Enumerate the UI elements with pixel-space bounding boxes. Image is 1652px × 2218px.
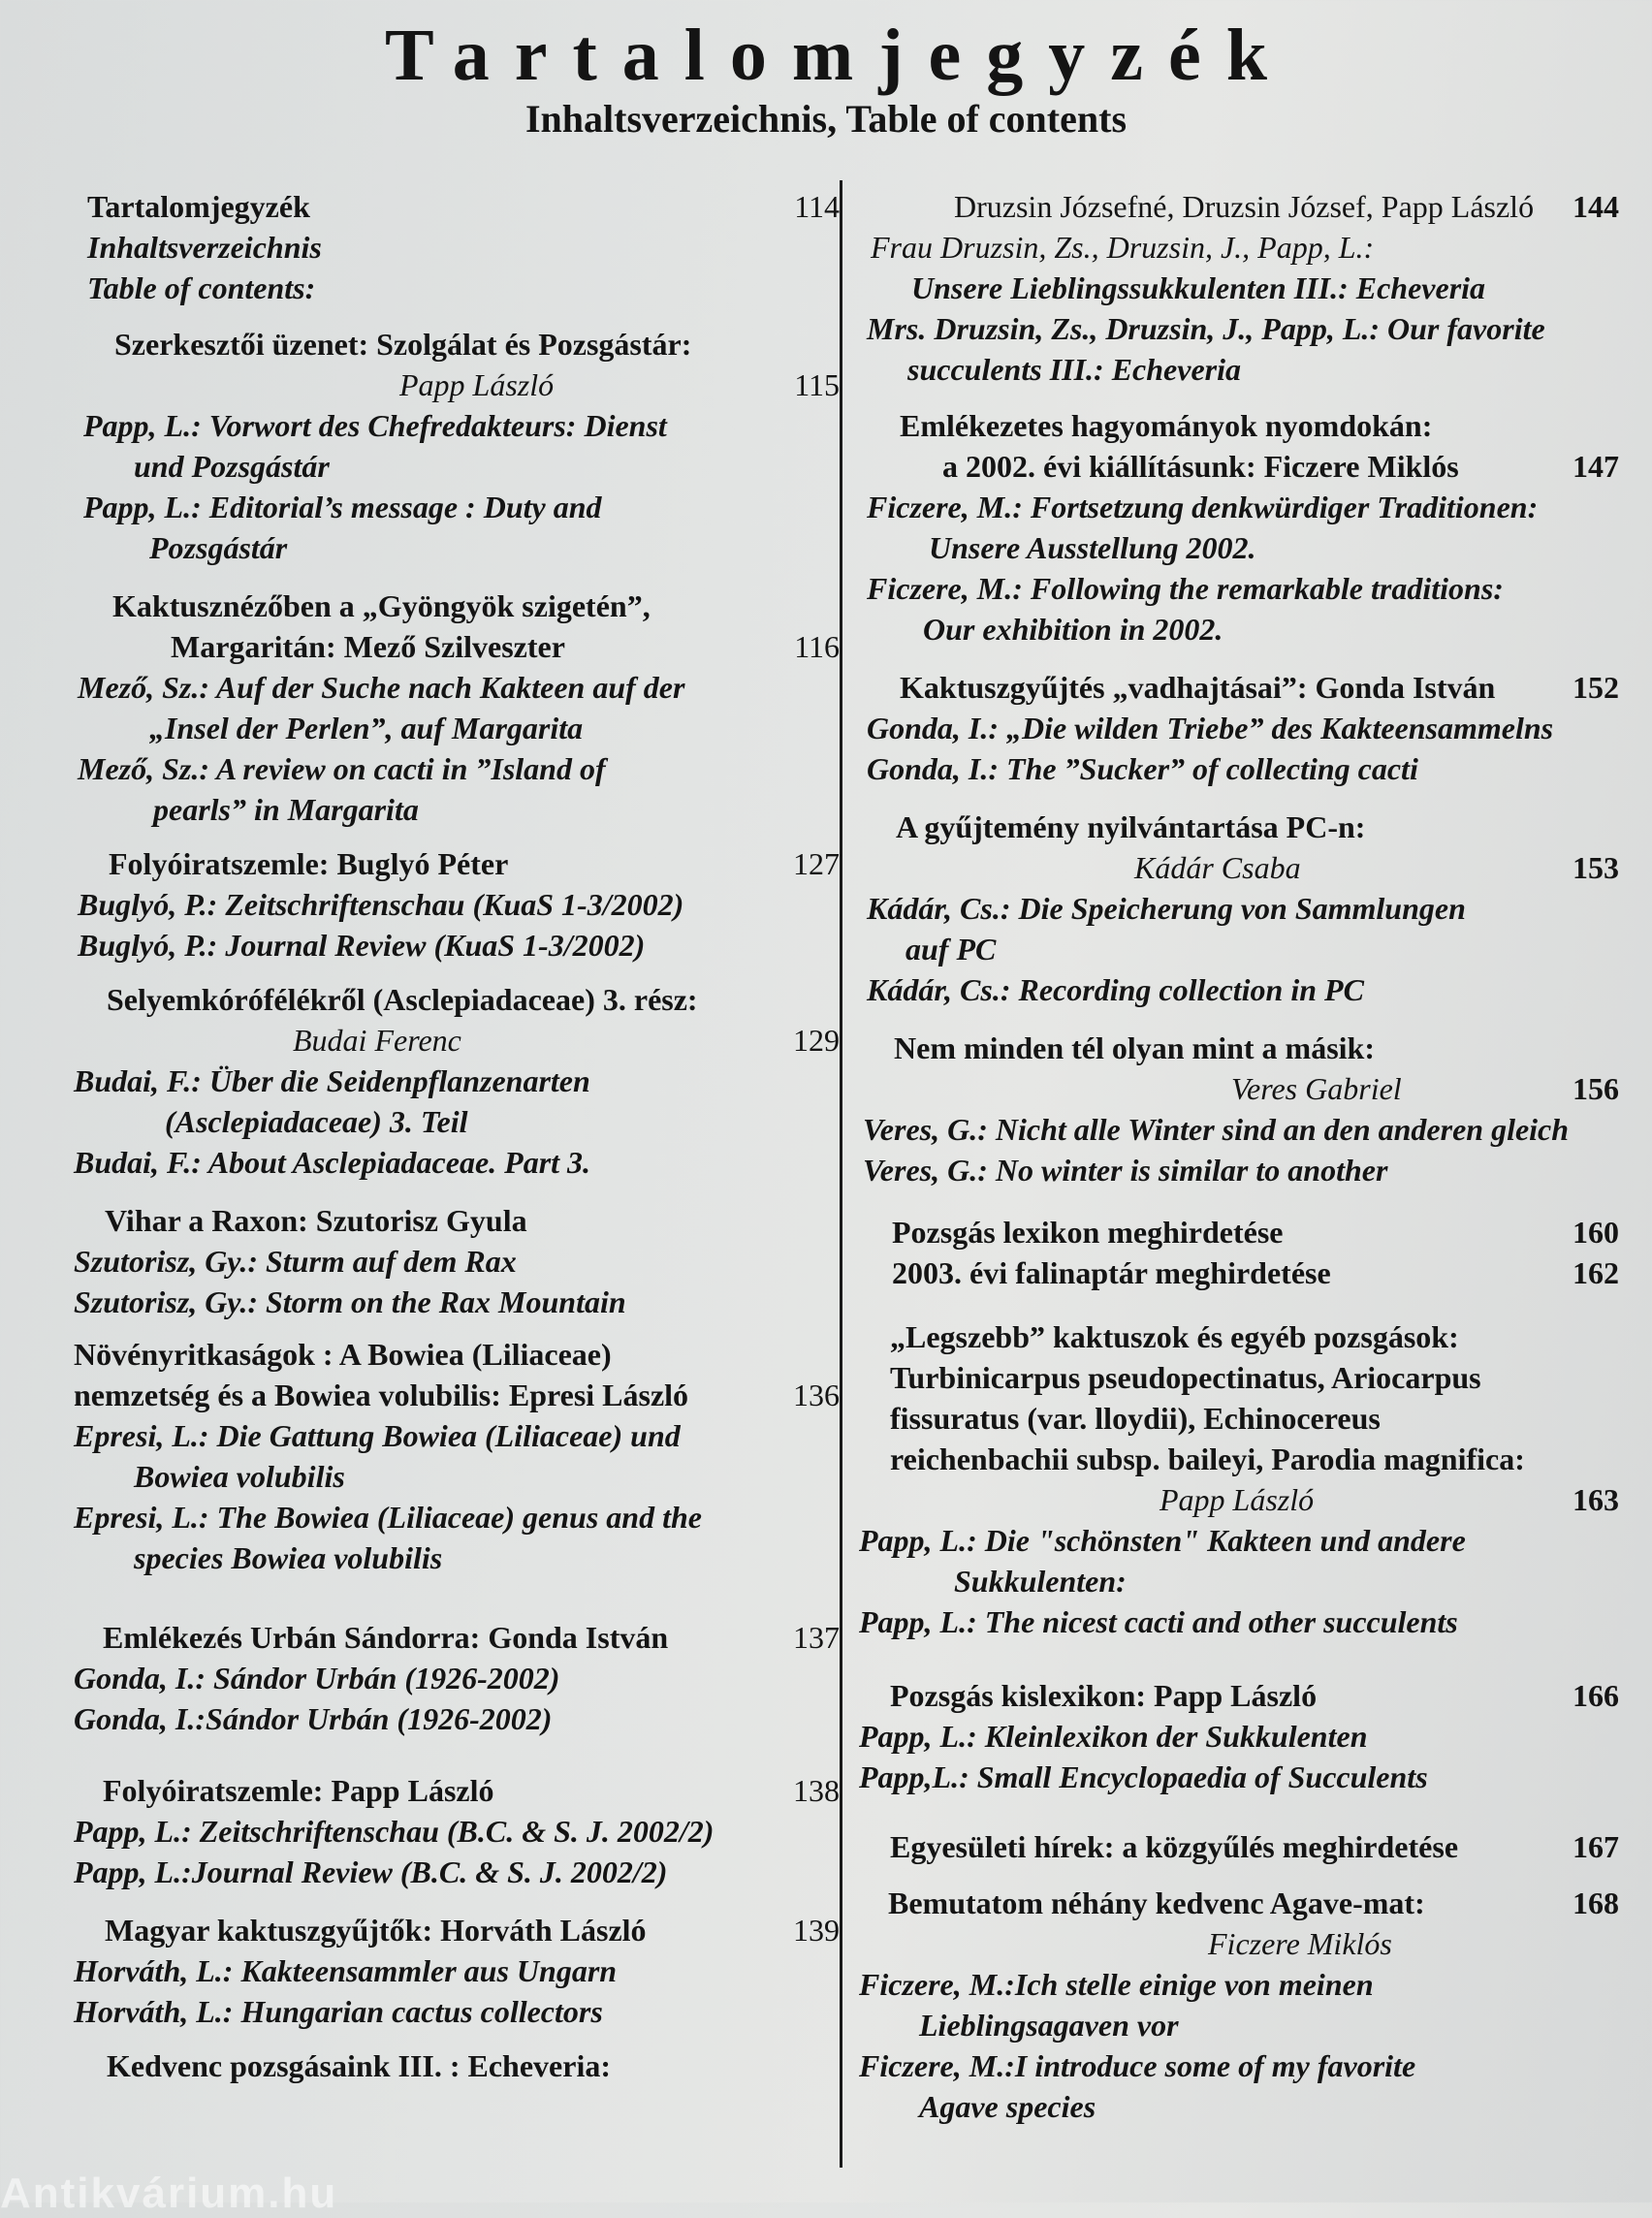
toc-entry-line: Buglyó, P.: Zeitschriftenschau (KuaS 1-3/2002) xyxy=(78,887,684,922)
toc-entry-line: Margaritán: Mező Szilveszter xyxy=(171,629,565,664)
toc-entry-title: Növényritkaságok : A Bowiea (Liliaceae) xyxy=(74,1337,612,1372)
toc-entry-line: Table of contents: xyxy=(87,270,316,305)
toc-entry-line: Unsere Ausstellung 2002. xyxy=(929,530,1256,565)
page-subtitle: Inhaltsverzeichnis, Table of contents xyxy=(524,97,1128,141)
toc-right-column xyxy=(853,186,1619,2127)
toc-entry-title: Kaktuszgyűjtés „vadhajtásai”: Gonda István xyxy=(900,670,1496,705)
toc-entry-line: Budai Ferenc xyxy=(293,1023,461,1058)
toc-entry-line: Epresi, L.: Die Gattung Bowiea (Liliaceae) und xyxy=(74,1418,681,1453)
toc-entry-line: Bowiea volubilis xyxy=(134,1459,345,1494)
toc-entry-line: a 2002. évi kiállításunk: Ficzere Miklós xyxy=(942,449,1459,484)
toc-entry-title: Magyar kaktuszgyűjtők: Horváth László xyxy=(105,1913,647,1948)
toc-page-number: 138 xyxy=(793,1773,840,1808)
toc-entry-line: Ficzere, M.:I introduce some of my favorite xyxy=(859,2048,1416,2083)
toc-entry-line: pearls” in Margarita xyxy=(153,792,419,827)
toc-entry-line: Szutorisz, Gy.: Storm on the Rax Mountain xyxy=(74,1284,626,1319)
toc-entry-line: Papp,L.: Small Encyclopaedia of Succulents xyxy=(859,1759,1428,1794)
toc-entry-line: Ficzere, M.:Ich stelle einige von meinen xyxy=(859,1967,1374,2002)
toc-page-number: 136 xyxy=(793,1378,840,1412)
toc-page-number: 153 xyxy=(1573,850,1619,885)
toc-entry-line: auf PC xyxy=(905,932,997,966)
toc-entry-line: nemzetség és a Bowiea volubilis: Epresi László xyxy=(74,1378,689,1412)
toc-entry-line: Gonda, I.: Sándor Urbán (1926-2002) xyxy=(74,1661,560,1695)
toc-entry xyxy=(74,1334,840,1578)
toc-entry xyxy=(853,1252,1619,1293)
toc-page-number: 156 xyxy=(1573,1071,1619,1106)
toc-entry-title: Folyóiratszemle: Buglyó Péter xyxy=(109,846,509,881)
toc-entry xyxy=(74,186,840,308)
toc-entry xyxy=(74,1617,840,1739)
toc-entry-line: und Pozsgástár xyxy=(134,449,330,484)
toc-entry-line: succulents III.: Echeveria xyxy=(907,352,1241,387)
toc-entry xyxy=(74,324,840,568)
toc-page-number: 160 xyxy=(1573,1215,1619,1250)
toc-page-number: 168 xyxy=(1573,1885,1619,1920)
toc-entry-line: Kádár Csaba xyxy=(1134,850,1301,885)
toc-entry-title: Folyóiratszemle: Papp László xyxy=(103,1773,494,1808)
toc-entry-line: Buglyó, P.: Journal Review (KuaS 1-3/2002) xyxy=(78,928,646,963)
toc-entry xyxy=(74,1910,840,2032)
toc-entry-line: Pozsgástár xyxy=(149,530,288,565)
toc-entry xyxy=(74,843,840,966)
toc-entry-line: Our exhibition in 2002. xyxy=(923,612,1223,647)
toc-page-number: 167 xyxy=(1573,1829,1619,1864)
toc-entry-title: Pozsgás kislexikon: Papp László xyxy=(890,1678,1318,1713)
toc-entry xyxy=(74,2045,840,2086)
toc-entry-title: Emlékezetes hagyományok nyomdokán: xyxy=(900,408,1433,443)
toc-entry xyxy=(853,405,1619,650)
toc-entry-title: Szerkesztői üzenet: Szolgálat és Pozsgástár: xyxy=(114,327,692,362)
toc-entry xyxy=(74,1200,840,1322)
toc-page-number: 147 xyxy=(1573,449,1619,484)
toc-entry xyxy=(74,979,840,1183)
toc-entry-line: Veres, G.: Nicht alle Winter sind an den anderen gleich xyxy=(863,1112,1570,1147)
toc-entry xyxy=(853,1675,1619,1797)
toc-page-number: 144 xyxy=(1573,189,1619,224)
toc-entry-line: Ficzere, M.: Fortsetzung denkwürdiger Traditionen: xyxy=(867,490,1539,524)
toc-entry xyxy=(853,186,1619,390)
toc-page-number: 139 xyxy=(793,1913,840,1948)
toc-entry-line: Ficzere, M.: Following the remarkable traditions: xyxy=(867,571,1504,606)
toc-entry-line: Gonda, I.: „Die wilden Triebe” des Kakteensammelns xyxy=(867,711,1554,745)
toc-entry xyxy=(853,1883,1619,2127)
toc-entry-line: Ficzere Miklós xyxy=(1208,1926,1392,1961)
toc-entry-line: Papp, L.: Kleinlexikon der Sukkulenten xyxy=(859,1719,1368,1754)
toc-page-number: 114 xyxy=(794,189,840,224)
toc-entry-line: Gonda, I.: The ”Sucker” of collecting cacti xyxy=(867,751,1418,786)
toc-entry-line: Horváth, L.: Kakteensammler aus Ungarn xyxy=(74,1953,618,1988)
toc-entry-line: Unsere Lieblingssukkulenten III.: Echeveria xyxy=(911,270,1486,305)
column-divider xyxy=(840,180,842,2168)
toc-entry-line: fissuratus (var. lloydii), Echinocereus xyxy=(890,1401,1381,1436)
toc-entry-title: Tartalomjegyzék xyxy=(87,189,310,224)
toc-entry-line: Horváth, L.: Hungarian cactus collectors xyxy=(74,1994,603,2029)
toc-entry-line: Frau Druzsin, Zs., Druzsin, J., Papp, L.: xyxy=(871,230,1375,265)
toc-entry-line: Mező, Sz.: Auf der Suche nach Kakteen auf der xyxy=(78,670,685,705)
toc-page-number: 129 xyxy=(793,1023,840,1058)
toc-entry-line: Papp, L.:Journal Review (B.C. & S. J. 2002/2) xyxy=(74,1854,668,1889)
page-title: Tartalomjegyzék xyxy=(385,15,1292,96)
toc-entry-line: Papp, L.: Die "schönsten" Kakteen und andere xyxy=(859,1523,1466,1558)
toc-entry-title: A gyűjtemény nyilvántartása PC-n: xyxy=(896,809,1366,844)
toc-entry xyxy=(853,1028,1619,1190)
toc-left-column xyxy=(74,186,840,2086)
toc-entry-line: Sukkulenten: xyxy=(954,1564,1127,1599)
toc-entry-line: Papp László xyxy=(399,367,555,402)
toc-entry-line: Inhaltsverzeichnis xyxy=(87,230,322,265)
toc-entry-line: (Asclepiadaceae) 3. Teil xyxy=(165,1104,468,1139)
toc-entry-line: Gonda, I.:Sándor Urbán (1926-2002) xyxy=(74,1701,553,1736)
toc-entry xyxy=(853,1212,1619,1252)
toc-entry xyxy=(853,1316,1619,1642)
toc-entry-title: „Legszebb” kaktuszok és egyéb pozsgások: xyxy=(890,1319,1459,1354)
toc-entry-line: Papp, L.: The nicest cacti and other succulents xyxy=(859,1604,1458,1639)
toc-entry-title: Vihar a Raxon: Szutorisz Gyula xyxy=(105,1203,527,1238)
page-header xyxy=(0,14,1652,142)
toc-entry-line: species Bowiea volubilis xyxy=(134,1540,443,1575)
toc-entry xyxy=(74,1770,840,1892)
toc-entry-line: Kádár, Cs.: Recording collection in PC xyxy=(867,972,1364,1007)
toc-entry-line: Veres Gabriel xyxy=(1231,1071,1402,1106)
toc-entry-line: Turbinicarpus pseudopectinatus, Ariocarpus xyxy=(890,1360,1481,1395)
toc-entry-line: Budai, F.: Über die Seidenpflanzenarten xyxy=(74,1063,590,1098)
toc-entry-line: Lieblingsagaven vor xyxy=(919,2008,1179,2043)
toc-entry-title: Druzsin Józsefné, Druzsin József, Papp László xyxy=(954,189,1535,224)
watermark-text: Antikvárium.hu xyxy=(0,2170,338,2217)
toc-entry-line: Mrs. Druzsin, Zs., Druzsin, J., Papp, L.: Our favorite xyxy=(867,311,1545,346)
toc-entry-line: Papp, L.: Editorial’s message : Duty and xyxy=(83,490,602,524)
toc-entry-line: Veres, G.: No winter is similar to another xyxy=(863,1153,1388,1188)
toc-entry-title: Nem minden tél olyan mint a másik: xyxy=(894,1030,1375,1065)
toc-entry-line: Mező, Sz.: A review on cacti in ”Island of xyxy=(78,751,606,786)
toc-entry-title: Kaktusznézőben a „Gyöngyök szigetén”, xyxy=(112,588,651,623)
toc-entry-title: Bemutatom néhány kedvenc Agave-mat: xyxy=(888,1885,1425,1920)
toc-entry-title: Selyemkórófélékről (Asclepiadaceae) 3. rész: xyxy=(107,982,698,1017)
toc-page-number: 162 xyxy=(1573,1255,1619,1290)
toc-entry-line: Papp, L.: Zeitschriftenschau (B.C. & S. J. 2002/2) xyxy=(74,1814,715,1849)
toc-entry xyxy=(853,1826,1619,1867)
toc-entry-line: Budai, F.: About Asclepiadaceae. Part 3. xyxy=(74,1145,591,1180)
toc-entry-line: Papp László xyxy=(1160,1482,1315,1517)
toc-entry-line: Kádár, Cs.: Die Speicherung von Sammlungen xyxy=(867,891,1466,926)
toc-entry-line: Papp, L.: Vorwort des Chefredakteurs: Dienst xyxy=(83,408,667,443)
toc-page-number: 127 xyxy=(793,846,840,881)
toc-page-number: 137 xyxy=(793,1620,840,1655)
toc-entry-title: Pozsgás lexikon meghirdetése xyxy=(892,1215,1284,1250)
toc-page-number: 152 xyxy=(1573,670,1619,705)
toc-entry xyxy=(74,586,840,830)
toc-entry-title: 2003. évi falinaptár meghirdetése xyxy=(892,1255,1331,1290)
toc-page-number: 115 xyxy=(794,367,840,402)
toc-entry-line: Szutorisz, Gy.: Sturm auf dem Rax xyxy=(74,1244,517,1279)
toc-page-number: 166 xyxy=(1573,1678,1619,1713)
toc-entry-title: Emlékezés Urbán Sándorra: Gonda István xyxy=(103,1620,669,1655)
toc-entry-line: Agave species xyxy=(919,2089,1096,2124)
toc-page-number: 116 xyxy=(794,629,840,664)
toc-entry-line: Epresi, L.: The Bowiea (Liliaceae) genus and the xyxy=(74,1500,702,1535)
toc-entry-line: reichenbachii subsp. baileyi, Parodia magnifica: xyxy=(890,1442,1525,1476)
toc-entry xyxy=(853,667,1619,789)
toc-entry-line: „Insel der Perlen”, auf Margarita xyxy=(149,711,584,745)
toc-page-number: 163 xyxy=(1573,1482,1619,1517)
toc-entry-title: Kedvenc pozsgásaink III. : Echeveria: xyxy=(107,2048,611,2083)
toc-entry-title: Egyesületi hírek: a közgyűlés meghirdetése xyxy=(890,1829,1459,1864)
toc-entry xyxy=(853,807,1619,1010)
